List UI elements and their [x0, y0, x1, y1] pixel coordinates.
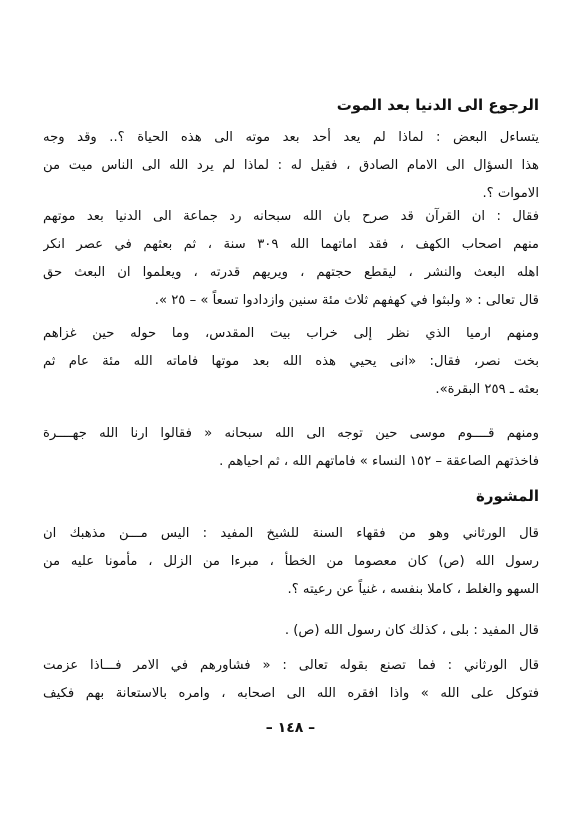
paragraph-5: [43, 520, 539, 604]
paragraph-6: [43, 617, 539, 645]
paragraph-2: [43, 203, 539, 315]
text-line: ومنهم ارميا الذي نظر إلى خراب بيت المقدس، وما حوله حين غزاهم: [43, 326, 539, 341]
paragraph-4: [43, 420, 539, 476]
text-line: فاخذتهم الصاعقة – ١٥٢ النساء » فاماتهم الله ، ثم احياهم .: [219, 454, 539, 469]
paragraph-3: [43, 320, 539, 404]
text-line: بخت نصر، فقال: «انى يحيي هذه الله بعد موتها فاماته الله مئة عام ثم: [43, 354, 539, 369]
text-line: قال تعالى : « ولبثوا في كهفهم ثلاث مئة سنين وازدادوا تسعاً » – ٢٥ ».: [154, 293, 539, 308]
paragraph-7: [43, 652, 539, 708]
text-line: قال المفيد : بلى ، كذلك كان رسول الله (ص) .: [284, 623, 539, 638]
text-line: يتساءل البعض : لماذا لم يعد أحد بعد موته الى هذه الحياة ؟.. وقد وجه: [43, 130, 539, 145]
text-line: ومنهم قــــوم موسى حين توجه الى الله سبحانه « فقالوا ارنا الله جهــــرة: [43, 426, 539, 441]
page-number: – ١٤٨ –: [265, 720, 316, 736]
text-line: بعثه ـ ٢٥٩ البقرة».: [435, 382, 539, 397]
text-line: قال الورثاني : فما تصنع بقوله تعالى : « فشاورهم في الامر فـــاذا عزمت: [43, 658, 539, 673]
text-line: السهو والغلط ، كاملا بنفسه ، غنياً عن رعيته ؟.: [287, 582, 539, 597]
text-line: منهم اصحاب الكهف ، فقد اماتهما الله ٣٠٩ سنة ، ثم بعثهم في عصر انكر: [43, 237, 539, 252]
text-line: فقال : ان القرآن قد صرح بان الله سبحانه رد جماعة الى الدنيا بعد موتهم: [43, 209, 539, 224]
section-title-return-after-death: الرجوع الى الدنيا بعد الموت: [336, 96, 539, 114]
text-line: رسول الله (ص) كان معصوما من الخطأ ، مبرءا من الزلل ، مأمونا عليه من: [43, 554, 539, 569]
text-line: قال الورثاني وهو من فقهاء السنة للشيخ المفيد : اليس مـــن مذهبك ان: [43, 526, 539, 541]
section-title-consultation: المشورة: [476, 487, 539, 505]
text-line: هذا السؤال الى الامام الصادق ، فقيل له : لماذا لم يرد الله الى الناس ميت من: [43, 158, 539, 173]
paragraph-1: [43, 124, 539, 208]
text-line: اهله البعث والنشر ، ليقطع حجتهم ، ويريهم قدرته ، ويعلموا ان البعث حق: [43, 265, 539, 280]
text-line: الاموات ؟.: [482, 186, 539, 201]
text-line: فتوكل على الله » واذا افقره الله الى اصحابه ، وامره بالاستعانة بهم فكيف: [43, 686, 539, 701]
